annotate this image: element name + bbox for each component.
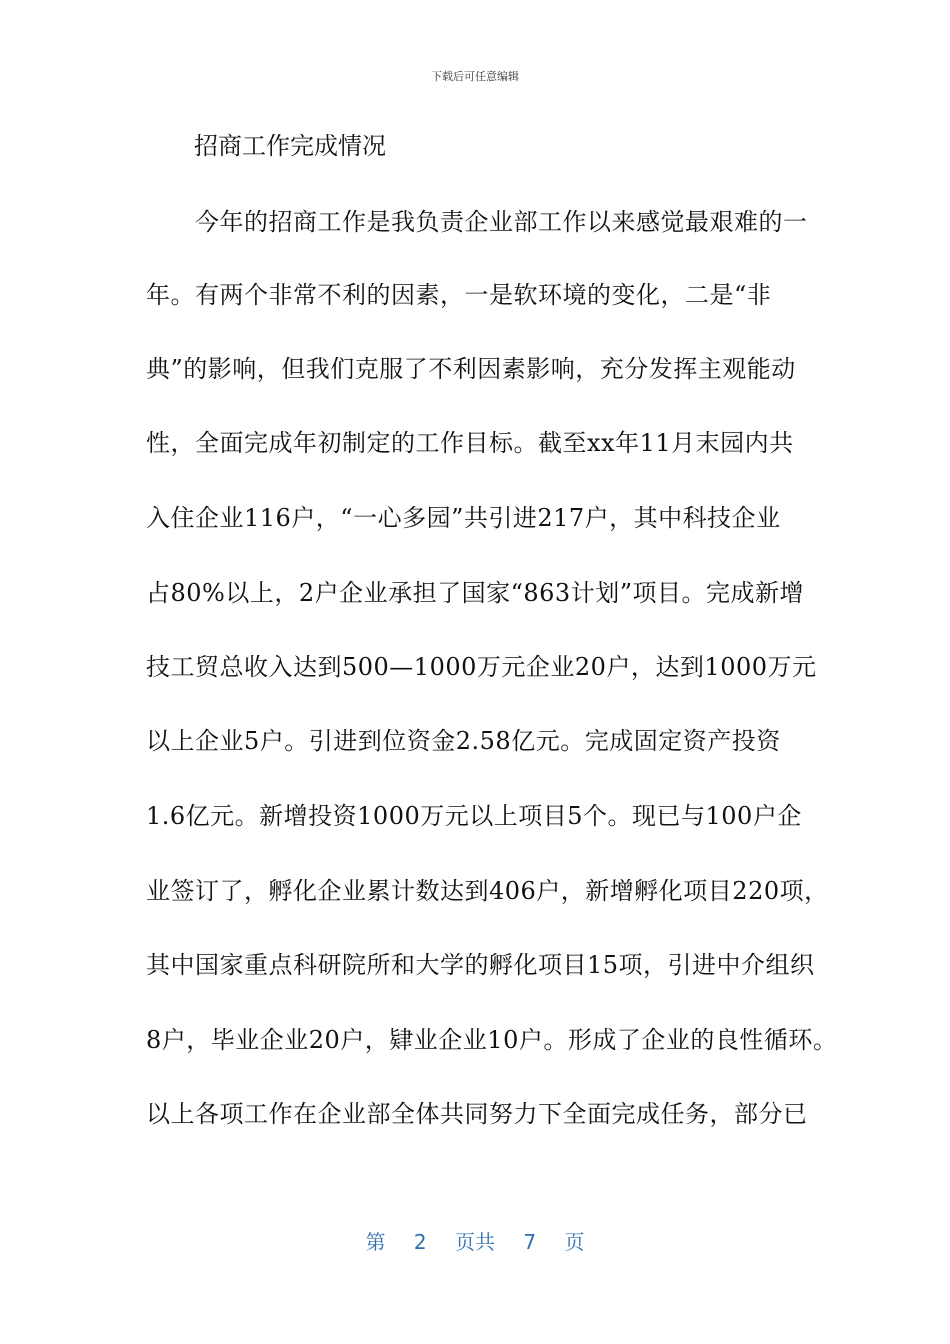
body-line-6: 占80%以上，2户企业承担了国家“863计划”项目。完成新增: [146, 579, 804, 607]
body-line-10: 业签订了，孵化企业累计数达到406户，新增孵化项目220项，: [146, 877, 829, 905]
page-footer: [0, 1226, 950, 1255]
page-prefix: 第: [365, 1230, 386, 1254]
body-line-5: 入住企业116户，“一心多园”共引进217户，其中科技企业: [146, 504, 781, 532]
body-line-11: 其中国家重点科研院所和大学的孵化项目15项，引进中介组织: [146, 951, 815, 979]
page-middle: 页共: [455, 1230, 495, 1254]
document-title: 招商工作完成情况: [194, 132, 386, 160]
page-suffix: 页: [564, 1230, 585, 1254]
body-line-9: 1.6亿元。新增投资1000万元以上项目5个。现已与100户企: [146, 802, 802, 830]
body-line-2: 年。有两个非常不利的因素，一是软环境的变化，二是“非: [146, 281, 772, 309]
header-note: 下载后可任意编辑: [431, 70, 519, 83]
body-line-13: 以上各项工作在企业部全体共同努力下全面完成任务，部分已: [146, 1100, 808, 1128]
body-line-4: 性，全面完成年初制定的工作目标。截至xx年11月末园内共: [146, 429, 794, 457]
body-line-7: 技工贸总收入达到500—1000万元企业20户，达到1000万元: [146, 653, 817, 681]
body-line-8: 以上企业5户。引进到位资金2.58亿元。完成固定资产投资: [146, 727, 781, 755]
body-line-12: 8户，毕业企业20户，肄业企业10户。形成了企业的良性循环。: [146, 1026, 838, 1054]
body-line-1: 今年的招商工作是我负责企业部工作以来感觉最艰难的一: [146, 208, 808, 236]
page-current: 2: [413, 1230, 427, 1254]
page-total: 7: [523, 1230, 537, 1254]
body-line-3: 典”的影响，但我们克服了不利因素影响，充分发挥主观能动: [146, 355, 796, 383]
